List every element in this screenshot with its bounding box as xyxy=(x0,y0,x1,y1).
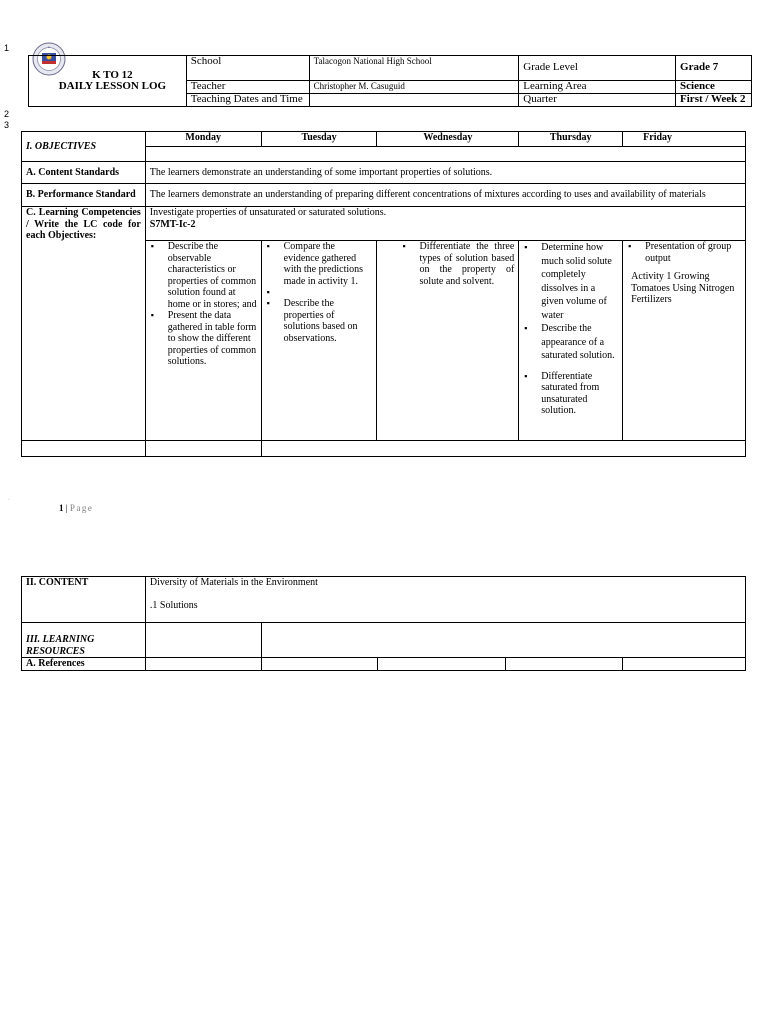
friday-activity-text: Activity 1 Growing Tomatoes Using Nitrogen Fertilizers xyxy=(631,271,735,305)
wednesday-objectives xyxy=(377,241,519,441)
day-header-thursday: Thursday xyxy=(519,132,623,147)
line-number-3: 3 xyxy=(4,120,10,130)
references-label: A. References xyxy=(22,658,146,671)
objectives-heading: I. OBJECTIVES xyxy=(22,132,146,162)
dates-value xyxy=(309,94,519,107)
friday-objectives xyxy=(623,241,746,441)
learning-resources-heading: III. LEARNING RESOURCES xyxy=(22,623,146,658)
tuesday-objectives xyxy=(261,241,377,441)
page-footer xyxy=(59,503,93,513)
day-header-wednesday: Wednesday xyxy=(377,132,519,147)
grade-level-label: Grade Level xyxy=(519,56,676,81)
teacher-label: Teacher xyxy=(186,81,309,94)
grade-level-value: Grade 7 xyxy=(676,56,752,81)
day-header-monday: Monday xyxy=(145,132,261,147)
thursday-objective-item: ▪ Determine how much solid solute completely dissolves in a given volume of water xyxy=(541,241,618,322)
resources-cell xyxy=(261,623,745,658)
thursday-objective-item: ▪ Describe the appearance of a saturated solution. xyxy=(541,322,618,363)
references-monday xyxy=(145,658,261,671)
objectives-footer-cell xyxy=(261,441,745,457)
content-text: Diversity of Materials in the Environment xyxy=(149,577,318,588)
monday-objective-item: ▪ Describe the observable characteristics or properties of common solution found at home or in stores; and xyxy=(168,241,257,310)
references-friday xyxy=(623,658,746,671)
thursday-objective-item: ▪ Differentiate saturated from unsaturated solution. xyxy=(541,371,618,417)
quarter-label: Quarter xyxy=(519,94,676,107)
learning-competency-cell xyxy=(145,207,745,241)
references-tuesday xyxy=(261,658,377,671)
page-word: Page xyxy=(69,503,94,513)
line-number-1: 1 xyxy=(4,43,10,53)
dates-label: Teaching Dates and Time xyxy=(186,94,309,107)
friday-objective-item: ▪ Presentation of group output xyxy=(645,241,741,264)
school-value: Talacogon National High School xyxy=(309,56,519,81)
quarter-value: First / Week 2 xyxy=(676,94,752,107)
content-standards-text: The learners demonstrate an understanding of some important properties of solutions. xyxy=(145,162,745,184)
tuesday-objective-item: ▪ Describe the properties of solutions based on observations. xyxy=(284,298,373,344)
school-label: School xyxy=(186,56,309,81)
header-table xyxy=(28,55,752,107)
content-standards-label: A. Content Standards xyxy=(22,162,146,184)
objectives-footer-cell xyxy=(22,441,146,457)
learning-competencies-label: C. Learning Competencies / Write the LC code for each Objectives: xyxy=(22,207,146,441)
objectives-blank-row xyxy=(145,147,745,162)
page-marker: . xyxy=(8,496,10,502)
title-line-2: DAILY LESSON LOG xyxy=(58,80,167,92)
day-header-tuesday: Tuesday xyxy=(261,132,377,147)
performance-standard-label: B. Performance Standard xyxy=(22,184,146,207)
content-item: .1 Solutions xyxy=(149,599,198,611)
content-cell xyxy=(145,577,745,623)
objectives-footer-cell xyxy=(145,441,261,457)
list-spacer xyxy=(284,287,373,298)
performance-standard-text: The learners demonstrate an understanding of preparing different concentrations of mixtures according to uses and availability of materials xyxy=(145,184,745,207)
teacher-value: Christopher M. Casuguid xyxy=(309,81,519,94)
page-number: 1 xyxy=(59,503,64,513)
learning-area-value: Science xyxy=(676,81,752,94)
references-thursday xyxy=(506,658,623,671)
content-table xyxy=(21,576,746,671)
title-line-1: K TO 12 xyxy=(92,68,133,81)
wednesday-objective-item: ▪ Differentiate the three types of solution based on the property of solute and solvent. xyxy=(419,241,514,287)
learning-competency-text: Investigate properties of unsaturated or saturated solutions. xyxy=(149,207,387,218)
monday-objectives xyxy=(145,241,261,441)
references-wednesday xyxy=(377,658,506,671)
content-heading: II. CONTENT xyxy=(22,577,146,623)
objectives-table xyxy=(21,131,746,457)
page-separator: | xyxy=(63,503,70,513)
monday-objective-item: ▪ Present the data gathered in table form to show the different properties of common solutions. xyxy=(168,310,257,368)
resources-cell xyxy=(145,623,261,658)
lesson-log-title xyxy=(29,56,187,107)
learning-area-label: Learning Area xyxy=(519,81,676,94)
learning-competency-code: S7MT-Ic-2 xyxy=(149,218,196,230)
line-number-2: 2 xyxy=(4,109,10,119)
day-header-friday: Friday xyxy=(623,132,746,147)
thursday-objectives xyxy=(519,241,623,441)
tuesday-objective-item: ▪ Compare the evidence gathered with the predictions made in activity 1. xyxy=(284,241,373,287)
